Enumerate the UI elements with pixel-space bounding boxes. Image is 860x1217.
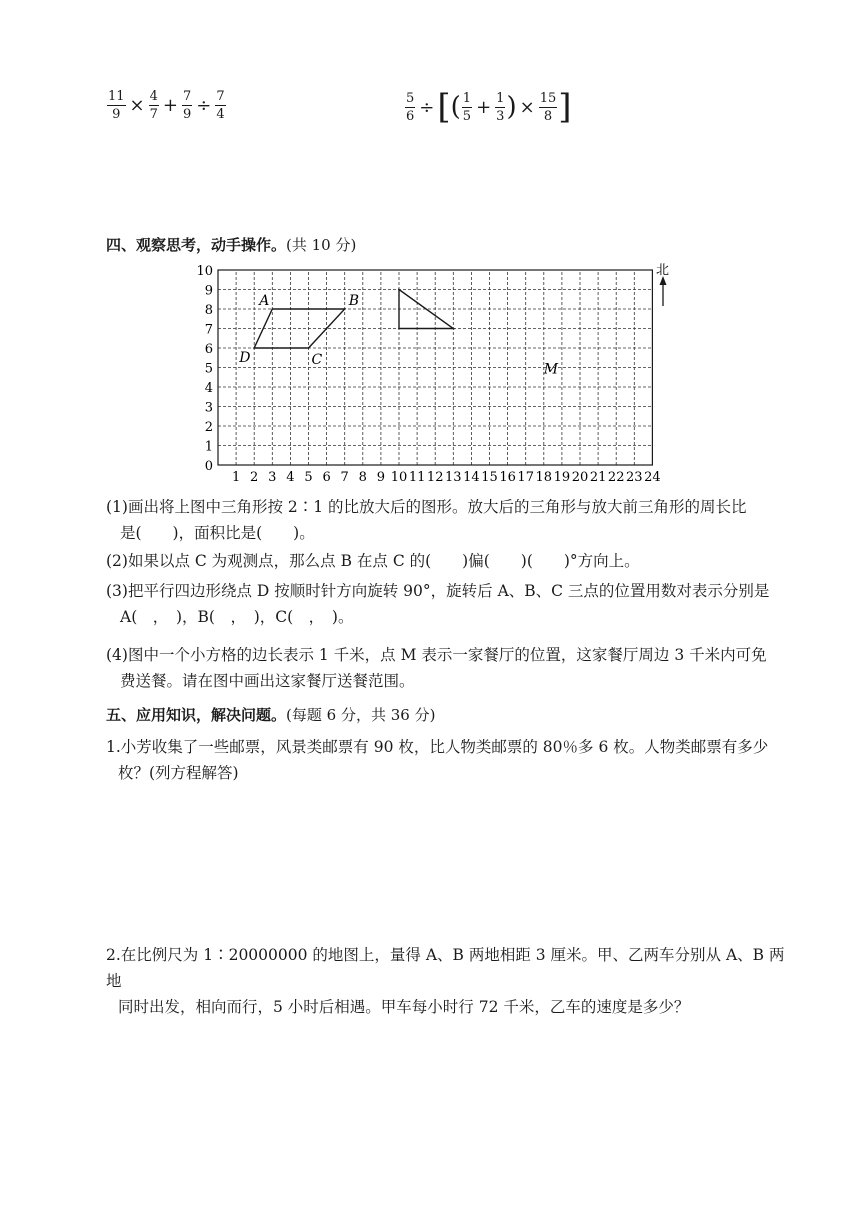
- question-3: (3)把平行四边形绕点 D 按顺时针方向旋转 90°，旋转后 A、B、C 三点的位置用数对表示分别是 A( ， )，B( ， )，C( ， )。: [106, 582, 770, 626]
- fraction: $\frac{4}{7}$: [149, 89, 158, 122]
- x-tick-label: 9: [376, 470, 386, 485]
- x-tick-label: 17: [517, 470, 534, 485]
- y-tick-label: 3: [204, 400, 213, 416]
- section-5-heading: [106, 704, 435, 725]
- x-tick-label: 24: [644, 470, 661, 485]
- y-tick-label: 10: [196, 264, 213, 279]
- x-tick-label: 5: [304, 470, 313, 485]
- x-tick-label: 3: [268, 470, 277, 485]
- fraction: $\frac{1}{3}$: [496, 90, 505, 124]
- x-tick-label: 4: [286, 470, 295, 485]
- question-2: (2)如果以点 C 为观测点，那么点 B 在点 C 的( )偏( )( )°方向上。: [106, 552, 640, 570]
- x-tick-label: 20: [571, 470, 589, 485]
- x-tick-label: 7: [340, 470, 349, 485]
- y-tick-label: 1: [204, 439, 213, 455]
- y-tick-label: 2: [204, 420, 213, 435]
- x-tick-label: 22: [607, 470, 625, 485]
- section-5-note: (每题 6 分，共 36 分): [286, 706, 436, 724]
- section-4-note: (共 10 分): [286, 236, 357, 254]
- y-tick-label: 6: [204, 342, 213, 357]
- fraction: $\frac{11}{9}$: [108, 89, 125, 122]
- north-label: 北: [656, 263, 670, 278]
- left-paren: (: [450, 92, 461, 122]
- fraction: $\frac{1}{5}$: [462, 90, 472, 124]
- x-tick-label: 18: [535, 470, 553, 485]
- north-arrow: [656, 263, 669, 306]
- left-bracket: [: [437, 87, 451, 127]
- y-tick-label: 7: [204, 322, 213, 338]
- calc-expression-2: $\frac{5}{6}$ ÷ [ ( $\frac{1}{5}$ + $\frac{1}{3}$ ) × $\frac{15}{8}$ ]: [406, 87, 572, 127]
- point-label-b: B: [348, 293, 359, 309]
- y-tick-label: 0: [204, 459, 213, 474]
- x-tick-label: 23: [626, 470, 643, 485]
- question-1: (1)画出将上图中三角形按 2∶1 的比放大后的图形。放大后的三角形与放大前三角形的周长比 是( )，面积比是( )。: [106, 498, 747, 542]
- fraction: $\frac{7}{9}$: [183, 89, 192, 122]
- section-4-heading: [106, 234, 356, 255]
- x-tick-label: 14: [463, 470, 480, 485]
- x-tick-label: 11: [408, 470, 426, 485]
- section-5-title: 五、应用知识，解决问题。: [106, 706, 287, 724]
- calc-expression-1: $\frac{11}{9}$ × $\frac{4}{7}$ + $\frac{7}{9}$ ÷ $\frac{7}{4}$: [108, 89, 225, 122]
- point-label-a: A: [259, 293, 270, 309]
- y-tick-label: 4: [204, 381, 213, 396]
- problem-1: 1.小芳收集了一些邮票，风景类邮票有 90 枚，比人物类邮票的 80％多 6 枚。人物类邮票有多少 枚？(列方程解答): [106, 738, 769, 782]
- x-tick-label: 15: [481, 470, 498, 485]
- x-tick-label: 2: [250, 470, 259, 485]
- y-tick-label: 5: [204, 361, 213, 377]
- x-tick-label: 1: [231, 470, 241, 485]
- y-tick-label: 9: [204, 283, 213, 299]
- right-bracket: ]: [558, 87, 572, 127]
- fraction: $\frac{7}{4}$: [216, 89, 225, 122]
- point-label-c: C: [311, 352, 323, 368]
- coordinate-grid: [196, 258, 686, 488]
- right-paren: ): [506, 92, 517, 122]
- x-tick-label: 8: [358, 470, 367, 485]
- x-tick-label: 12: [426, 470, 444, 485]
- fraction: $\frac{5}{6}$: [406, 90, 415, 124]
- x-tick-label: 6: [322, 470, 331, 485]
- x-tick-label: 19: [553, 470, 571, 485]
- y-tick-label: 8: [204, 303, 213, 318]
- x-tick-label: 16: [499, 470, 516, 485]
- x-tick-label: 21: [589, 470, 607, 485]
- x-tick-label: 10: [390, 470, 408, 485]
- question-4: (4)图中一个小方格的边长表示 1 千米，点 M 表示一家餐厅的位置，这家餐厅周边 3 千米内可免 费送餐。请在图中画出这家餐厅送餐范围。: [106, 646, 767, 690]
- section-4-title: 四、观察思考，动手操作。: [106, 236, 287, 254]
- fraction: $\frac{15}{8}$: [539, 90, 557, 124]
- x-tick-label: 13: [445, 470, 462, 485]
- point-label-d: D: [239, 350, 251, 366]
- point-label-m: M: [543, 361, 559, 378]
- problem-2: 2.在比例尺为 1∶20000000 的地图上，量得 A、B 两地相距 3 厘米。甲、乙两车分别从 A、B 两地 同时出发，相向而行，5 小时后相遇。甲车每小时行 72 千米，乙车的速度是多少？: [106, 946, 785, 1016]
